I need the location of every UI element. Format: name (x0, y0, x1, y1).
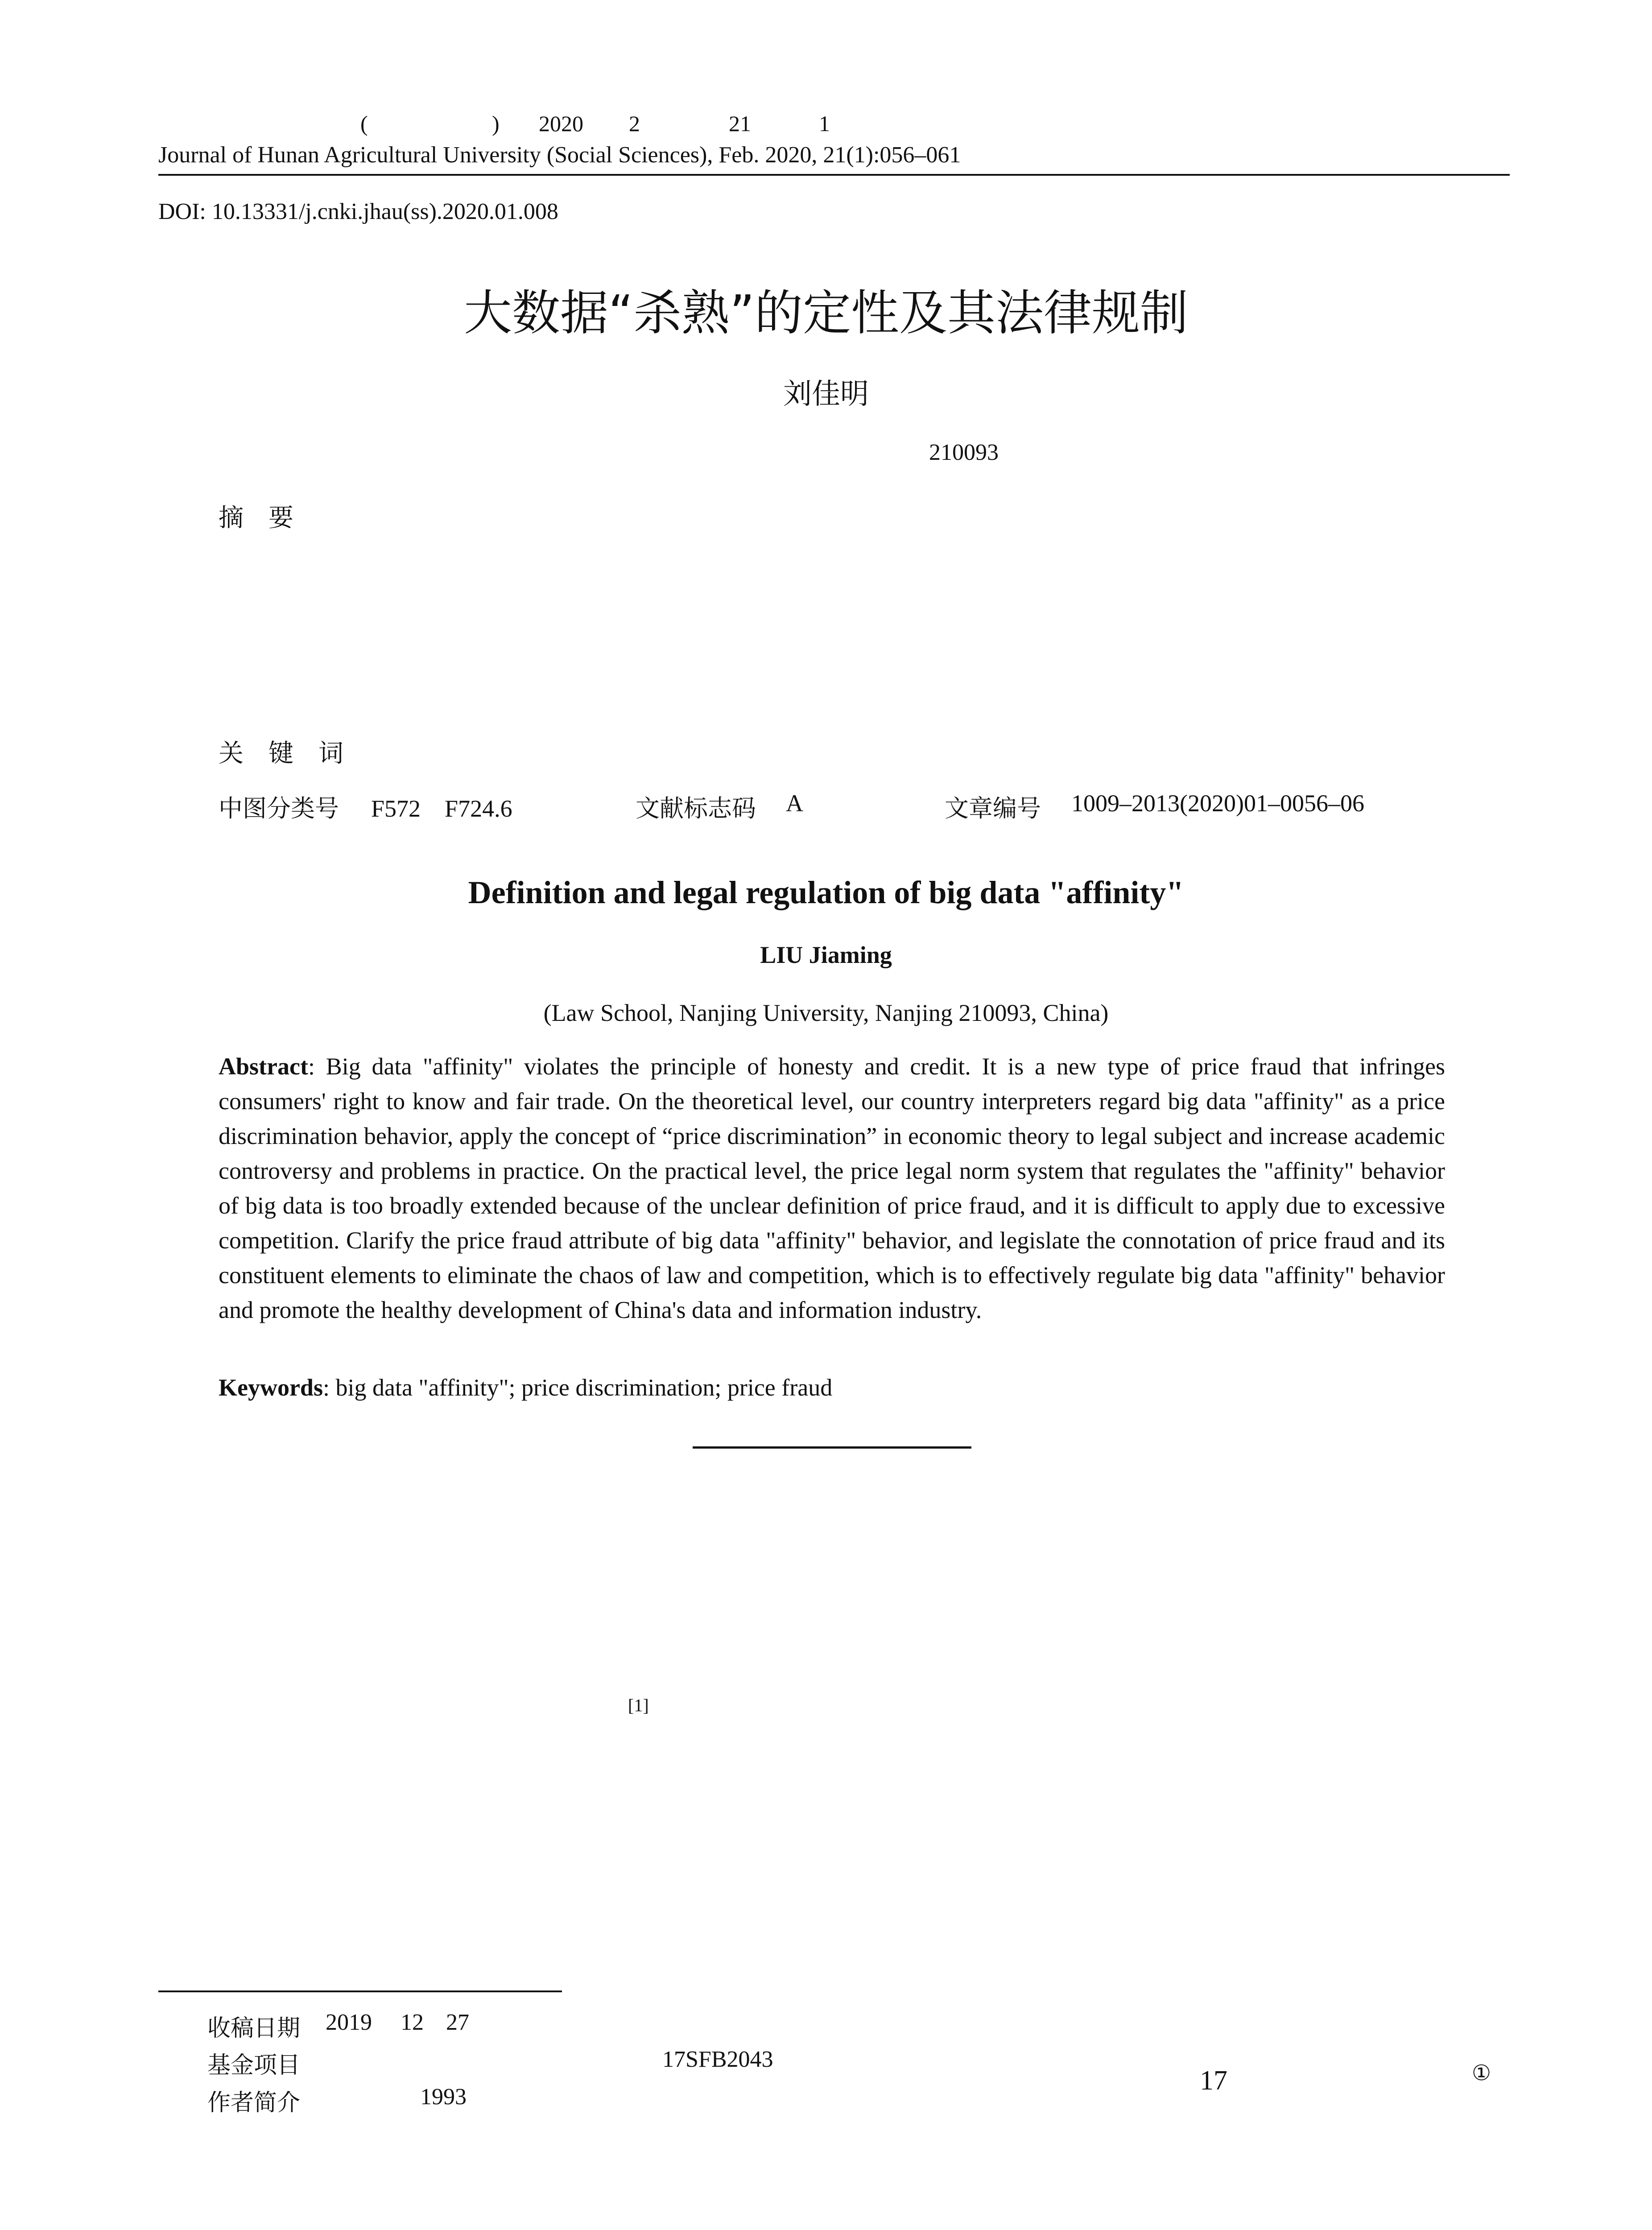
abstract-label-en: Abstract (219, 1053, 308, 1080)
clc-values: F572 F724.6 (371, 795, 512, 822)
page-fragment: 17 (1200, 2065, 1227, 2096)
footnote-fund (207, 2046, 300, 2080)
author-cn: 刘佳明 (783, 378, 869, 411)
affiliation-en: (Law School, Nanjing University, Nanjing 210093, China) (543, 999, 1109, 1026)
header-rule (158, 174, 1510, 176)
doi: DOI: 10.13331/j.cnki.jhau(ss).2020.01.008 (158, 199, 558, 224)
author-en: LIU Jiaming (760, 942, 892, 968)
keywords-label-en: Keywords (219, 1374, 323, 1401)
received-day: 27 (446, 2010, 469, 2035)
doc-code-value: A (786, 790, 803, 817)
fund-code: 17SFB2043 (662, 2047, 773, 2072)
keywords-en (219, 1374, 832, 1401)
fund-label: 基金项目 (207, 2052, 301, 2079)
header-issue: 1 (819, 111, 830, 136)
footnote-rule (158, 1990, 562, 1992)
section-divider (693, 1446, 971, 1449)
doc-code-label: 文献标志码 (636, 794, 756, 822)
footnote-author (207, 2084, 300, 2117)
paper-title-en: Definition and legal regulation of big data "affinity" (468, 875, 1184, 910)
clc-label: 中图分类号 (219, 794, 339, 822)
keywords-text-en: : big data "affinity"; price discrimination; price fraud (322, 1374, 833, 1401)
article-no-label: 文章编号 (945, 794, 1041, 822)
header-fragment: ) (492, 111, 500, 136)
header-fragment: ( (360, 111, 368, 136)
received-month: 12 (401, 2010, 424, 2035)
footnote-received (207, 2009, 300, 2043)
citation-mark: [1] (628, 1695, 649, 1715)
header-month: 2 (629, 111, 640, 136)
received-year: 2019 (326, 2010, 372, 2035)
abstract-label-cn: 摘 要 (219, 504, 293, 533)
abstract-text-en: : Big data "affinity" violates the principle of honesty and credit. It is a new type of price fraud that infringes consumers' right to know and fair trade. On the theoretical level, our country interpreters regard big data "affinity" as a price discrimination behavior, apply the concept of “price discrimination” in economic theory to legal subject and increase academic controversy and problems in practice. On the practical level, the price legal norm system that regulates the "affinity" behavior of big data is too broadly extended because of the unclear definition of price fraud, and it is difficult to apply due to excessive competition. Clarify the price fraud attribute of big data "affinity" behavior, and legislate the connotation of price fraud and its constituent elements to eliminate the chaos of law and competition, which is to effectively regulate big data "affinity" behavior and promote the healthy development of China's data and information industry. (219, 1053, 1445, 1323)
abstract-en (219, 1049, 1445, 1327)
author-birth-year: 1993 (420, 2084, 467, 2110)
affiliation-postcode: 210093 (929, 440, 999, 465)
running-header-journal: Journal of Hunan Agricultural University (Social Sciences), Feb. 2020, 21(1):056–061 (158, 142, 961, 168)
author-bio-label: 作者简介 (207, 2090, 301, 2116)
received-label: 收稿日期 (207, 2015, 301, 2042)
footnote-circled-mark: ① (1472, 2061, 1491, 2085)
keywords-label-cn: 关 键 词 (219, 739, 343, 768)
article-no-value: 1009–2013(2020)01–0056–06 (1071, 790, 1364, 817)
header-year: 2020 (539, 111, 583, 136)
paper-title-cn: 大数据“杀熟”的定性及其法律规制 (464, 285, 1188, 341)
header-volume: 21 (729, 111, 751, 136)
